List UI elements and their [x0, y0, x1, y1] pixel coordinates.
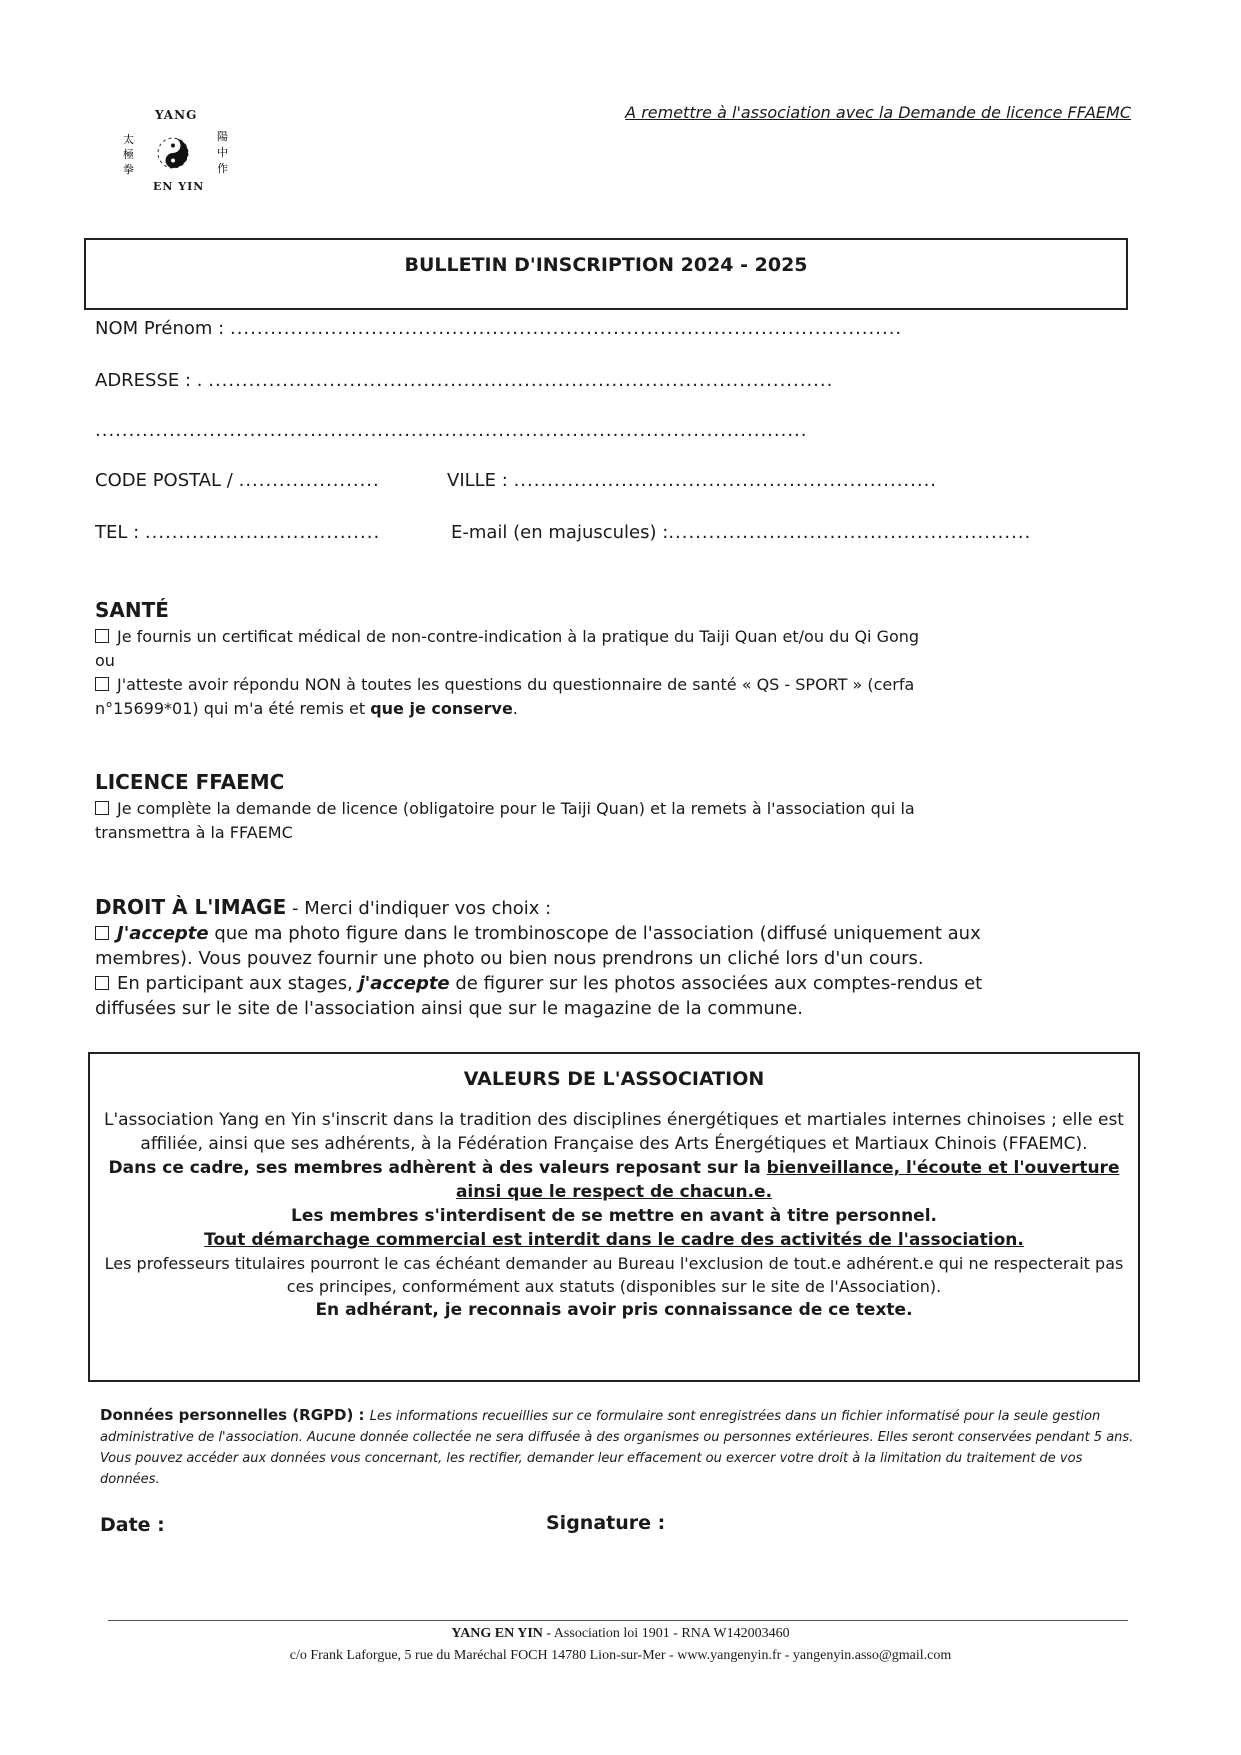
valeurs-paragraph4: Tout démarchage commercial est interdit dans le cadre des activités de l'association. [204, 1230, 1024, 1250]
footer-divider [108, 1620, 1128, 1621]
svg-text:作: 作 [217, 162, 228, 175]
address-field[interactable] [95, 370, 1080, 391]
valeurs-paragraph2 [90, 1156, 1138, 1204]
header-note: A remettre à l'association avec la Demande de licence FFAEMC [625, 103, 1131, 122]
valeurs-p2-text: Dans ce cadre, ses membres adhèrent à des valeurs reposant sur la [108, 1158, 767, 1178]
name-dots: .................................................................................................... [229, 318, 903, 339]
sante-or: ou [95, 651, 115, 670]
valeurs-heading: VALEURS DE L'ASSOCIATION [463, 1068, 765, 1090]
image-option2-checkbox[interactable] [95, 976, 109, 990]
footer-line2: c/o Frank Laforgue, 5 rue du Maréchal FOCH 14780 Lion-sur-Mer - www.yangenyin.fr - yangenyin.asso@gmail.com [289, 1648, 952, 1663]
valeurs-box [88, 1052, 1140, 1382]
email-field[interactable] [451, 522, 1076, 543]
valeurs-p2-values: bienveillance, l'écoute et l'ouverture ainsi que le respect de chacun.e. [455, 1158, 1120, 1202]
rgpd-text: Les informations recueillies sur ce formulaire sont enregistrées dans un fichier informatisé pour la seule gestion administrative de l'association. Aucune donnée collectée ne sera diffusée à des organismes ou personnes extérieures. Elles seront conservées pendant 5 ans. Vous pouvez accéder aux données vous concernant, les rectifier, demander leur effacement ou exercer votre droit à la limitation du traitement de vos données. [100, 1409, 1134, 1487]
licence-line1: Je complète la demande de licence (obligatoire pour le Taiji Quan) et la remets à l'association qui la [117, 799, 915, 818]
association-logo [105, 98, 255, 208]
image-rights-section [95, 895, 1145, 1021]
form-title: BULLETIN D'INSCRIPTION 2024 - 2025 [404, 254, 808, 276]
sante-heading: SANTÉ [95, 598, 169, 622]
licence-checkbox[interactable] [95, 801, 109, 815]
postal-code-dots: ..................... [238, 470, 380, 491]
logo-subtitle: EN YIN [153, 180, 205, 193]
svg-text:太: 太 [123, 133, 134, 146]
tel-field[interactable] [95, 522, 443, 543]
image-option1-checkbox[interactable] [95, 926, 109, 940]
address-line2-field[interactable] [95, 420, 1070, 441]
city-dots: ............................................................... [513, 470, 938, 491]
svg-text:拳: 拳 [123, 163, 134, 176]
svg-text:陽: 陽 [217, 130, 228, 143]
rgpd-label: Données personnelles (RGPD) : [100, 1406, 370, 1424]
form-title-box [84, 238, 1128, 310]
name-field[interactable] [95, 318, 1070, 339]
svg-text:中: 中 [217, 146, 228, 159]
tel-dots: ................................... [144, 522, 381, 543]
sante-option2-checkbox[interactable] [95, 677, 109, 691]
tel-label: TEL : [95, 522, 145, 543]
address-line2-dots: .......................................................................................................... [95, 420, 808, 441]
sante-option2-line2: n°15699*01) qui m'a été remis et [95, 699, 371, 718]
city-label: VILLE : [447, 470, 514, 491]
address-label: ADRESSE : . [95, 370, 209, 391]
image-option2-accept: j'accepte [358, 973, 450, 994]
licence-line2: transmettra à la FFAEMC [95, 823, 293, 842]
rgpd-notice [100, 1405, 1140, 1490]
sante-option1-checkbox[interactable] [95, 629, 109, 643]
logo-title: YANG [155, 108, 198, 122]
sante-section [95, 625, 1145, 721]
image-rights-subtitle: - Merci d'indiquer vos choix : [286, 898, 552, 919]
image-option2-line2: diffusées sur le site de l'association ainsi que sur le magazine de la commune. [95, 998, 804, 1019]
svg-text:極: 極 [123, 148, 134, 161]
image-option1-text: que ma photo figure dans le trombinoscope de l'association (diffusé uniquement aux [208, 923, 981, 944]
city-field[interactable] [447, 470, 1075, 491]
valeurs-paragraph5: Les professeurs titulaires pourront le cas échéant demander au Bureau l'exclusion de tout.e adhérent.e qui ne respecterait pas ces principes, conformément aux statuts (disponibles sur le site de l'Association). [104, 1254, 1124, 1296]
email-dots: ...................................................... [668, 522, 1032, 543]
valeurs-paragraph1: L'association Yang en Yin s'inscrit dans la tradition des disciplines énergétiques et martiales internes chinoises ; elle est affiliée, ainsi que ses adhérents, à la Fédération Française des Arts Énergétiques et Martiaux Chinois (FFAEMC). [104, 1110, 1124, 1154]
image-option1-line2: membres). Vous pouvez fournir une photo ou bien nous prendrons un cliché lors d'un cours. [95, 948, 924, 969]
footer-association-info: - Association loi 1901 - RNA W142003460 [542, 1626, 790, 1641]
image-rights-heading: DROIT À L'IMAGE [95, 895, 287, 919]
footer-association-name: YANG EN YIN [451, 1626, 543, 1641]
postal-code-field[interactable] [95, 470, 435, 491]
address-dots: ............................................................................................. [208, 370, 834, 391]
postal-code-label: CODE POSTAL / [95, 470, 239, 491]
signature-label: Signature : [546, 1512, 666, 1534]
image-option2-text-b: de figurer sur les photos associées aux comptes-rendus et [449, 973, 983, 994]
licence-heading: LICENCE FFAEMC [95, 770, 285, 794]
valeurs-paragraph3: Les membres s'interdisent de se mettre en avant à titre personnel. [291, 1206, 937, 1226]
sante-option2-end: . [512, 699, 518, 718]
email-label: E-mail (en majuscules) : [451, 522, 669, 543]
licence-section [95, 797, 1145, 845]
valeurs-paragraph6: En adhérant, je reconnais avoir pris connaissance de ce texte. [315, 1300, 913, 1320]
name-label: NOM Prénom : [95, 318, 230, 339]
sante-option1-text: Je fournis un certificat médical de non-contre-indication à la pratique du Taiji Quan et/ou du Qi Gong [117, 627, 920, 646]
date-label: Date : [100, 1514, 165, 1536]
sante-option2-line1: J'atteste avoir répondu NON à toutes les questions du questionnaire de santé « QS - SPORT » (cerfa [117, 675, 915, 694]
sante-option2-keep: que je conserve [370, 699, 513, 718]
footer-line1 [0, 1626, 1241, 1642]
image-option1-accept: J'accepte [117, 923, 209, 944]
image-option2-text-a: En participant aux stages, [117, 973, 359, 994]
